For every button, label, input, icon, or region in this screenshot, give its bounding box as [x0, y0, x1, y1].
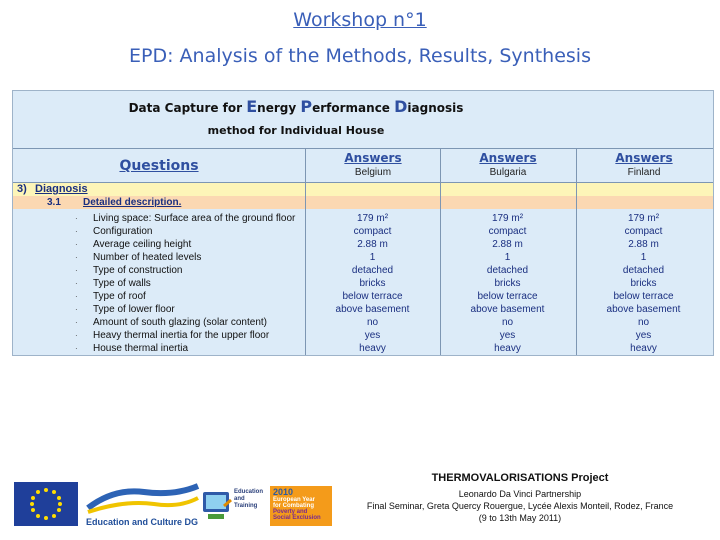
education-culture-logo [84, 482, 202, 528]
answers-header-bulgaria: Answers Bulgaria [440, 149, 575, 183]
row-answer-bulgaria: above basement [470, 304, 545, 315]
row-question: Configuration [93, 226, 153, 237]
row-answer-bulgaria: 1 [504, 252, 511, 263]
table-row [13, 264, 713, 277]
row-answer-finland: above basement [606, 304, 681, 315]
row-answer-belgium: 2.88 m [357, 239, 388, 250]
table-row [13, 329, 713, 342]
questions-header: Questions [119, 158, 199, 174]
row-answer-belgium: below terrace [342, 291, 403, 302]
row-answer-finland: below terrace [613, 291, 674, 302]
section-row [13, 183, 713, 196]
row-answer-belgium: 179 m² [356, 213, 389, 224]
row-answer-belgium: compact [353, 226, 392, 237]
row-answer-belgium: bricks [359, 278, 386, 289]
row-question: Amount of south glazing (solar content) [93, 317, 267, 328]
slide-title: Workshop n°1 [293, 9, 427, 31]
row-bullet: · [75, 240, 78, 249]
row-answer-bulgaria: below terrace [477, 291, 538, 302]
table-row [13, 238, 713, 251]
table-row [13, 225, 713, 238]
row-bullet: · [75, 331, 78, 340]
row-bullet: · [75, 305, 78, 314]
row-question: Type of lower floor [93, 304, 175, 315]
row-answer-bulgaria: yes [499, 330, 516, 341]
row-question: Number of heated levels [93, 252, 202, 263]
section-number: 3) [17, 183, 27, 195]
seminar-line: Final Seminar, Greta Quercy Rouergue, Lycée Alexis Monteil, Rodez, France [366, 501, 674, 511]
row-question: Type of construction [93, 265, 183, 276]
table-header-title: Data Capture for Energy Performance Diagnosis [128, 97, 464, 116]
detail-rows [13, 212, 713, 355]
row-answer-bulgaria: 2.88 m [492, 239, 523, 250]
row-answer-finland: 179 m² [627, 213, 660, 224]
subsection-title: Detailed description. [83, 197, 182, 208]
column-header-row [13, 149, 713, 183]
row-answer-finland: yes [635, 330, 652, 341]
table-row [13, 303, 713, 316]
row-question: Type of walls [93, 278, 151, 289]
table-header [13, 91, 713, 149]
row-bullet: · [75, 279, 78, 288]
row-answer-bulgaria: bricks [494, 278, 521, 289]
table-row [13, 212, 713, 225]
row-answer-finland: 2.88 m [628, 239, 659, 250]
table-row [13, 316, 713, 329]
row-answer-bulgaria: no [501, 317, 514, 328]
row-bullet: · [75, 227, 78, 236]
row-bullet: · [75, 344, 78, 353]
row-answer-belgium: 1 [369, 252, 376, 263]
row-bullet: · [75, 292, 78, 301]
svg-text:Education and Culture DG: Education and Culture DG [86, 517, 199, 527]
row-answer-finland: compact [624, 226, 663, 237]
row-answer-finland: detached [622, 265, 665, 276]
row-answer-bulgaria: detached [486, 265, 529, 276]
eu-flag-logo [14, 482, 78, 526]
row-answer-finland: 1 [640, 252, 647, 263]
row-answer-bulgaria: 179 m² [491, 213, 524, 224]
data-capture-table [12, 90, 714, 356]
lifelong-learning-label: Education and Training [234, 489, 264, 509]
table-header-subtitle: method for Individual House [207, 124, 385, 137]
row-answer-finland: bricks [630, 278, 657, 289]
subsection-row [13, 196, 713, 209]
subsection-number: 3.1 [47, 197, 61, 208]
row-answer-bulgaria: heavy [494, 343, 521, 354]
row-bullet: · [75, 318, 78, 327]
row-answer-finland: no [637, 317, 650, 328]
row-answer-finland: heavy [630, 343, 657, 354]
row-question: Heavy thermal inertia for the upper floor [93, 330, 270, 341]
row-answer-belgium: detached [351, 265, 394, 276]
computer-logo [200, 488, 232, 524]
row-answer-belgium: heavy [359, 343, 386, 354]
answers-header-finland: Answers Finland [576, 149, 711, 183]
date-line: (9 to 13th May 2011) [478, 513, 562, 523]
row-bullet: · [75, 214, 78, 223]
table-row [13, 277, 713, 290]
project-name: THERMOVALORISATIONS Project [431, 472, 609, 484]
row-question: Average ceiling height [93, 239, 192, 250]
answers-header-belgium: Answers Belgium [305, 149, 440, 183]
table-row [13, 290, 713, 303]
row-question: House thermal inertia [93, 343, 189, 354]
slide-subtitle: EPD: Analysis of the Methods, Results, Synthesis [129, 45, 591, 67]
row-answer-belgium: no [366, 317, 379, 328]
table-row [13, 251, 713, 264]
row-bullet: · [75, 253, 78, 262]
table-row [13, 342, 713, 355]
row-bullet: · [75, 266, 78, 275]
row-answer-belgium: yes [364, 330, 381, 341]
partnership-line: Leonardo Da Vinci Partnership [458, 489, 582, 499]
row-answer-bulgaria: compact [488, 226, 527, 237]
european-year-logo: 2010 European Year for Combating Poverty and Social Exclusion [270, 486, 332, 526]
section-title: Diagnosis [35, 183, 88, 195]
row-question: Living space: Surface area of the ground floor [93, 213, 296, 224]
row-answer-belgium: above basement [335, 304, 410, 315]
row-question: Type of roof [93, 291, 146, 302]
